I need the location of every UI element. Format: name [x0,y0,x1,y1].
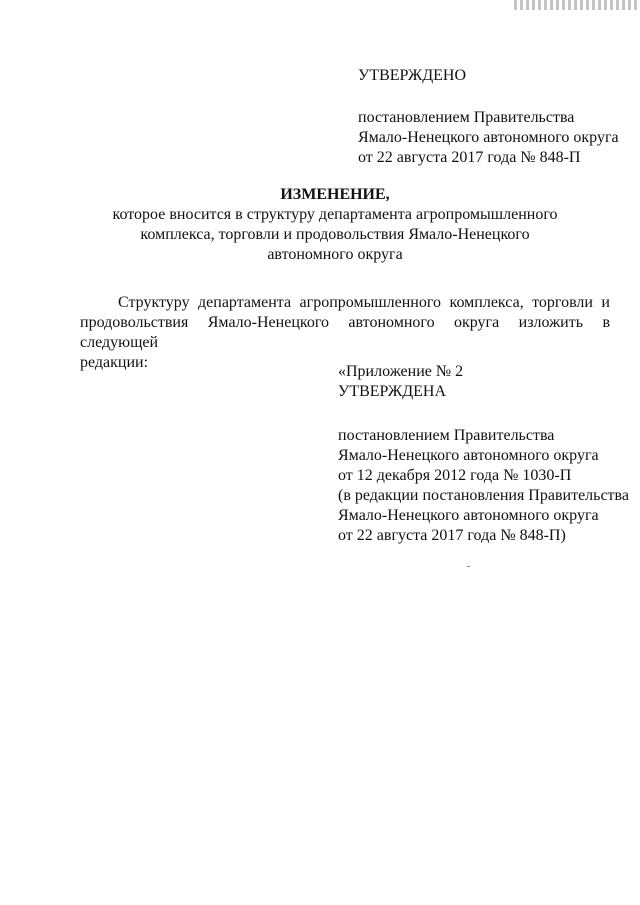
approval-line: Ямало-Ненецкого автономного округа [358,129,619,146]
scan-speck [467,566,470,567]
title-line: автономного округа [267,246,403,263]
body-paragraph [80,293,610,373]
appendix-line: УТВЕРЖДЕНА [338,383,447,400]
title-line: комплекса, торговли и продовольствия Ямало-Ненецкого [140,226,530,243]
appendix-line: от 12 декабря 2012 года № 1030-П [338,467,572,484]
appendix-line: Ямало-Ненецкого автономного округа [338,507,599,524]
body-line: редакции: [80,354,149,371]
body-line: продовольствия Ямало-Ненецкого автономного округа изложить в следующей [80,314,610,351]
document-heading: ИЗМЕНЕНИЕ, [280,186,390,203]
appendix-line: постановлением Правительства [338,427,555,444]
appendix-line: Ямало-Ненецкого автономного округа [338,447,599,464]
appendix-line: от 22 августа 2017 года № 848-П) [338,527,566,544]
appendix-spacer [338,402,628,426]
scan-artifact [514,0,640,10]
approval-stamp-block [358,66,628,168]
document-title-block [100,185,570,265]
approved-label: УТВЕРЖДЕНО [358,67,467,84]
approval-line: постановлением Правительства [358,109,575,126]
appendix-line: «Приложение № 2 [338,363,464,380]
appendix-line: (в редакции постановления Правительства [338,487,629,504]
appendix-approval-block [338,362,628,546]
body-line: Структуру департамента агропромышленного комплекса, торговли и [118,294,610,311]
approval-line: от 22 августа 2017 года № 848-П [358,149,581,166]
title-line: которое вносится в структуру департамента агропромышленного [112,206,558,223]
